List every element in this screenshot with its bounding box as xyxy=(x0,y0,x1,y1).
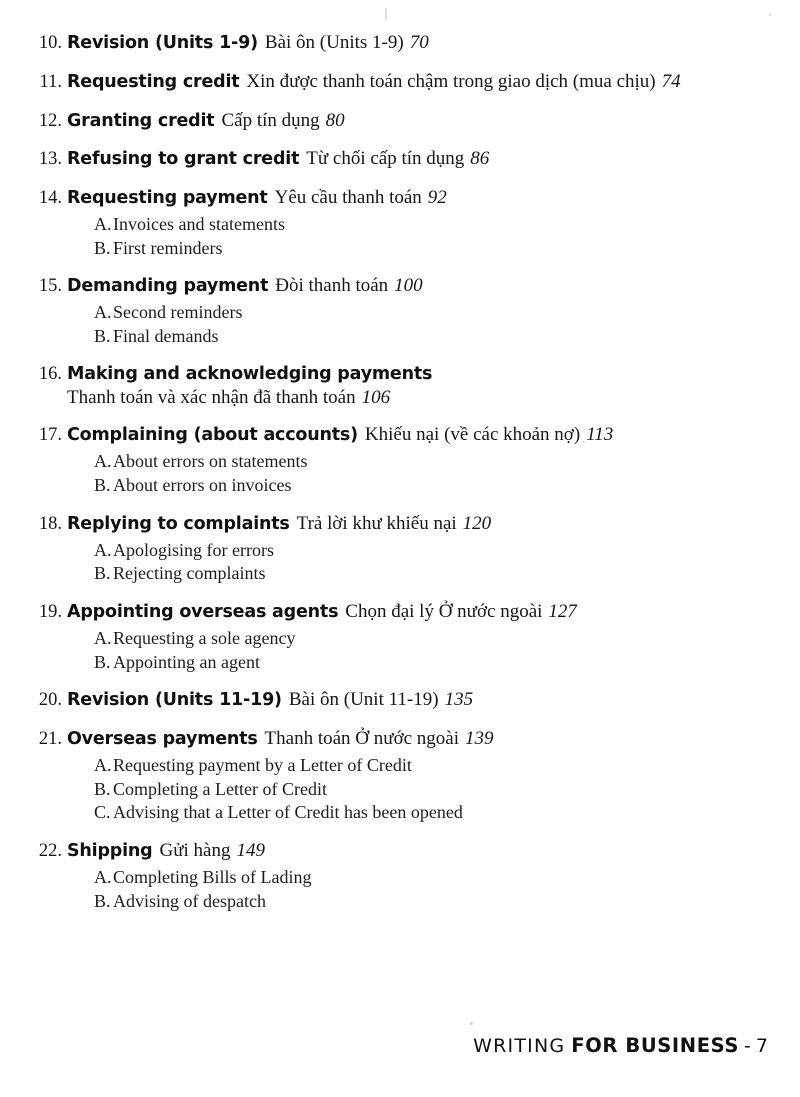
toc-subitem[interactable] xyxy=(94,450,772,474)
toc-subitem-text: Appointing an agent xyxy=(113,651,260,672)
toc-entry-main-line xyxy=(28,146,772,172)
toc-subitem[interactable] xyxy=(94,474,772,498)
toc-entry-number: 20. xyxy=(38,690,62,711)
toc-entry-number: 19. xyxy=(38,602,62,623)
footer-brand-bold: FOR BUSINESS xyxy=(571,1034,740,1057)
toc-entry-title-vi: Gửi hàng xyxy=(159,840,231,862)
toc-subitem-text: Completing a Letter of Credit xyxy=(113,778,327,799)
toc-subitem[interactable] xyxy=(94,301,772,325)
toc-entry-number: 10. xyxy=(38,33,62,53)
footer-separator: - xyxy=(744,1035,751,1057)
toc-subitem-letter: B. xyxy=(94,237,111,258)
toc-entry-main-line xyxy=(28,69,772,95)
toc-entry-title-vi: Yêu cầu thanh toán xyxy=(274,187,422,209)
toc-subitem-text: Second reminders xyxy=(113,302,243,323)
toc-entry-title-vi: Xin được thanh toán chậm trong giao dịch (mua chịu) xyxy=(246,70,656,92)
toc-subitem-letter: B. xyxy=(94,325,111,346)
toc-subitem-text: Requesting a sole agency xyxy=(113,627,296,648)
toc-entry-number: 12. xyxy=(38,110,62,131)
toc-subitem[interactable] xyxy=(94,237,772,261)
scan-artifact-speck xyxy=(470,1022,473,1025)
toc-subitem-text: Apologising for errors xyxy=(113,539,274,560)
toc-entry-title-en: Requesting payment xyxy=(67,188,268,209)
page-footer xyxy=(473,1034,768,1057)
toc-entry[interactable] xyxy=(28,273,772,348)
toc-subitem[interactable] xyxy=(94,754,772,778)
toc-subitem[interactable] xyxy=(94,801,772,825)
toc-entry-page-number: 106 xyxy=(361,387,391,409)
footer-page-number: 7 xyxy=(755,1035,768,1057)
toc-entry[interactable] xyxy=(28,422,772,497)
toc-subitem-list xyxy=(28,627,772,675)
toc-entry-page-number: 120 xyxy=(462,512,492,534)
toc-entry[interactable] xyxy=(28,599,772,674)
toc-entry-title-vi: Cấp tín dụng xyxy=(221,109,320,131)
toc-subitem[interactable] xyxy=(94,627,772,651)
toc-entry-title-en: Revision (Units 1-9) xyxy=(67,33,258,53)
toc-entry-main-line xyxy=(28,511,772,537)
toc-subitem-list xyxy=(28,866,772,914)
toc-entry-main-line xyxy=(28,422,772,448)
toc-subitem-letter: A. xyxy=(94,539,112,560)
toc-entry-page-number: 135 xyxy=(444,689,474,711)
toc-subitem-text: About errors on invoices xyxy=(113,475,292,495)
toc-entry-page-number: 149 xyxy=(236,840,265,862)
toc-subitem-list xyxy=(28,754,772,825)
toc-subitem-letter: B. xyxy=(94,890,111,911)
toc-entry-title-vi: Từ chối cấp tín dụng xyxy=(306,148,465,170)
toc-subitem-text: Final demands xyxy=(113,325,219,346)
toc-entry-page-number: 100 xyxy=(394,275,423,297)
toc-entry-title-en: Making and acknowledging payments xyxy=(67,363,433,384)
toc-entry[interactable] xyxy=(28,146,772,172)
toc-entry[interactable] xyxy=(28,687,772,713)
toc-entry-main-line xyxy=(28,599,772,625)
toc-entry-title-en: Overseas payments xyxy=(67,729,258,750)
toc-subitem-letter: A. xyxy=(94,754,112,775)
toc-subitem-letter: B. xyxy=(94,475,111,495)
table-of-contents xyxy=(28,30,772,926)
toc-subitem-letter: A. xyxy=(94,451,112,472)
toc-entry-main-line xyxy=(28,108,772,134)
toc-entry-main-line xyxy=(28,838,772,864)
toc-subitem-letter: B. xyxy=(94,651,111,672)
toc-entry-title-vi: Thanh toán Ở nước ngoài xyxy=(264,728,460,750)
toc-subitem-text: Advising that a Letter of Credit has been opened xyxy=(113,802,463,823)
toc-subitem-text: Completing Bills of Lading xyxy=(113,866,312,887)
toc-entry-page-number: 80 xyxy=(325,109,345,131)
toc-entry-page-number: 113 xyxy=(586,424,614,446)
toc-subitem-text: Requesting payment by a Letter of Credit xyxy=(113,754,412,775)
toc-subitem-text: Invoices and statements xyxy=(113,213,285,234)
toc-entry-page-number: 86 xyxy=(470,148,490,170)
toc-subitem[interactable] xyxy=(94,325,772,349)
toc-entry-main-line xyxy=(28,185,772,211)
toc-entry-page-number: 139 xyxy=(465,728,494,750)
toc-entry-page-number: 92 xyxy=(427,187,447,209)
toc-entry-title-en: Refusing to grant credit xyxy=(67,149,300,170)
toc-subitem[interactable] xyxy=(94,890,772,914)
toc-subitem-letter: B. xyxy=(94,778,111,799)
toc-entry-title-vi: Trả lời khư khiếu nại xyxy=(296,512,457,534)
toc-subitem-list xyxy=(28,539,772,587)
toc-entry[interactable] xyxy=(28,185,772,260)
toc-entry[interactable] xyxy=(28,362,772,410)
toc-subitem-text: About errors on statements xyxy=(113,451,308,472)
toc-subitem-text: Advising of despatch xyxy=(113,890,266,911)
toc-entry-title-en: Appointing overseas agents xyxy=(67,602,339,623)
toc-entry-title-vi: Đòi thanh toán xyxy=(275,275,389,297)
toc-entry-title-vi: Khiếu nại (về các khoản nợ) xyxy=(364,424,581,446)
toc-entry-title-vi: Chọn đại lý Ở nước ngoài xyxy=(345,601,543,623)
toc-entry-number: 16. xyxy=(38,363,62,384)
toc-entry[interactable] xyxy=(28,511,772,586)
toc-subitem-list xyxy=(28,301,772,349)
toc-subitem-text: First reminders xyxy=(113,237,223,258)
toc-subitem-letter: A. xyxy=(94,866,112,887)
toc-entry-number: 18. xyxy=(38,513,62,534)
toc-subitem-list xyxy=(28,213,772,261)
toc-entry-title-en: Requesting credit xyxy=(67,71,240,92)
toc-entry-main-line xyxy=(28,273,772,299)
toc-subitem-letter: A. xyxy=(94,302,112,323)
toc-subitem[interactable] xyxy=(94,562,772,586)
toc-subitem[interactable] xyxy=(94,651,772,675)
toc-entry-title-vi: Bài ôn (Unit 11-19) xyxy=(288,689,439,711)
toc-entry-title-en: Replying to complaints xyxy=(67,513,290,534)
toc-entry-title-vi: Bài ôn (Units 1-9) xyxy=(264,32,404,53)
toc-entry-main-line xyxy=(28,687,772,713)
toc-entry-number: 13. xyxy=(38,149,62,170)
toc-entry[interactable] xyxy=(28,726,772,825)
scan-artifact-speck xyxy=(769,14,771,16)
toc-subitem[interactable] xyxy=(94,213,772,237)
toc-entry-number: 17. xyxy=(38,425,62,446)
toc-entry[interactable] xyxy=(28,838,772,913)
scan-artifact-mark xyxy=(385,8,387,20)
toc-entry-page-number: 70 xyxy=(409,32,429,53)
toc-subitem[interactable] xyxy=(94,778,772,802)
toc-entry-number: 11. xyxy=(39,71,62,92)
toc-subitem[interactable] xyxy=(94,866,772,890)
toc-entry-page-number: 74 xyxy=(661,70,681,92)
toc-entry[interactable] xyxy=(28,30,772,56)
toc-subitem[interactable] xyxy=(94,539,772,563)
toc-subitem-text: Rejecting complaints xyxy=(113,563,266,584)
toc-subitem-letter: A. xyxy=(94,627,112,648)
toc-entry-page-number: 127 xyxy=(548,601,577,623)
toc-entry-title-en: Shipping xyxy=(67,841,153,862)
toc-entry-main-line xyxy=(28,362,772,387)
toc-entry-number: 22. xyxy=(38,841,62,862)
toc-entry[interactable] xyxy=(28,108,772,134)
toc-subitem-letter: A. xyxy=(94,213,112,234)
toc-subitem-list xyxy=(28,450,772,498)
toc-entry-number: 14. xyxy=(38,188,62,209)
toc-entry-title-en: Complaining (about accounts) xyxy=(67,425,358,446)
toc-entry-second-line xyxy=(67,387,772,409)
toc-entry-title-vi: Thanh toán và xác nhận đã thanh toán xyxy=(67,387,356,409)
toc-entry[interactable] xyxy=(28,69,772,95)
toc-entry-main-line xyxy=(28,726,772,752)
toc-entry-title-en: Granting credit xyxy=(67,110,215,131)
toc-entry-number: 21. xyxy=(38,729,62,750)
footer-brand-light: WRITING xyxy=(473,1035,566,1057)
toc-entry-title-en: Demanding payment xyxy=(67,276,269,297)
toc-subitem-letter: B. xyxy=(94,563,111,584)
toc-entry-title-en: Revision (Units 11-19) xyxy=(67,690,282,711)
toc-subitem-letter: C. xyxy=(94,802,111,823)
toc-entry-number: 15. xyxy=(38,276,62,297)
toc-entry-main-line xyxy=(28,30,772,56)
